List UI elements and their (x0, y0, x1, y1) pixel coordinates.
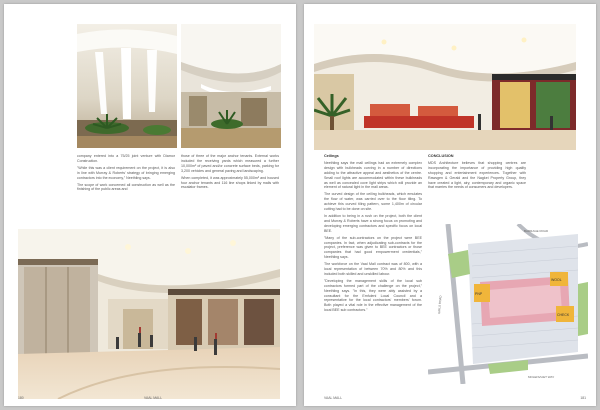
site-plan-map (428, 224, 588, 384)
photo-food-court (314, 24, 576, 150)
running-head: VAAL MALL (324, 396, 343, 400)
anchor-label: WOOL (551, 278, 562, 282)
left-column-2 (181, 154, 279, 192)
paragraph: company entered into a 75/25 joint venture with Diamor Construction. (77, 154, 175, 163)
paragraph: In addition to being in a rush on the project, both the client and Murray & Roberts have a strong focus on promoting and developing emerging contractors and specific focus on local BEE. (324, 213, 422, 233)
left-column-1 (77, 154, 175, 194)
road-label: BARRAGE ROAD (524, 229, 549, 233)
section-heading: Ceilings (324, 154, 339, 158)
paragraph: When completed, it was approximately 55,000m² and housed four anchor tenants and 116 line shops linked by malls with escalator frames. (181, 175, 279, 190)
paragraph: "Many of the sub-contractors on the project were BEE companies. In fact, when adjudicating sub-contracts for the project, preference was given to BEE contractors or those companies that had good empowerment credentials," Neethling says. (324, 235, 422, 260)
anchor-label: CHECK (557, 313, 570, 317)
paragraph: Neethling says the mall ceilings had an extremely complex design with bulkheads curving in a number of directions adding to the attractive appeal and aesthetics of the centre. Small roof lights are accommodated within these bulkheads as well as concealed cove light strips which will provide an element of natural light in the mall areas. (324, 160, 422, 190)
paragraph: MDS Architecture believes that shopping centres are incorporating the importance of providing high quality shopping and entertainment experiences. Together with Rawsgen & Gerald and the Nagkei Property Group, they have created a light, airy, contemporary and organic space that marries the needs of consumers and developers. (428, 160, 526, 190)
paragraph: "While this was a client requirement on the project, it is also in line with Murray & Roberts' strategy of bringing emerging contractors into the economy," Neethling says. (77, 165, 175, 180)
paragraph: The scope of work concerned all construction as well as the finishing of the public areas and (77, 182, 175, 192)
section-heading: CONCLUSION (428, 154, 454, 158)
paragraph: The curved design of the ceiling bulkheads, which emulates the flow of water, was carried over to the floor tiling. To achieve this curved tiling pattern, some 1,400m of circular cutting had to be done on site. (324, 192, 422, 212)
photo-ceiling-fins (77, 24, 177, 148)
paragraph: "Developing the management skills of the local sub contractors formed part of the challenge on the project," Neethling says. "In this, they were ably assisted by a consultant for the Emfuleni Local Council and a representative for the local contractors' members' forum. Both played a vital role in the effective management of the local BEE sub contractors." (324, 278, 422, 313)
left-page (4, 4, 296, 406)
page-number: 181 (580, 396, 586, 400)
right-column-1 (324, 154, 422, 315)
right-page (304, 4, 596, 406)
right-column-2 (428, 154, 526, 192)
paragraph: those of three of the major anchor tenants. External works included the receiving yards which measured a further 10,000m² of paved and/or concrete surface beds, parking for 3,200 vehicles and general paving and landscaping. (181, 154, 279, 173)
running-head: VAAL MALL (144, 396, 163, 400)
photo-mall-interior (18, 229, 280, 399)
anchor-label: PNP (475, 292, 483, 296)
road-label: GIRLS ROAD (437, 295, 443, 315)
photo-curved-bulkheads (181, 24, 281, 148)
page-number: 180 (18, 396, 24, 400)
paragraph: The workforce on the Vaal Mall contract was of 800, with a local representation of between 70% and 80% and this included both skilled and unskilled labour. (324, 262, 422, 276)
road-label: MOLENVLIET WAY (528, 375, 555, 379)
